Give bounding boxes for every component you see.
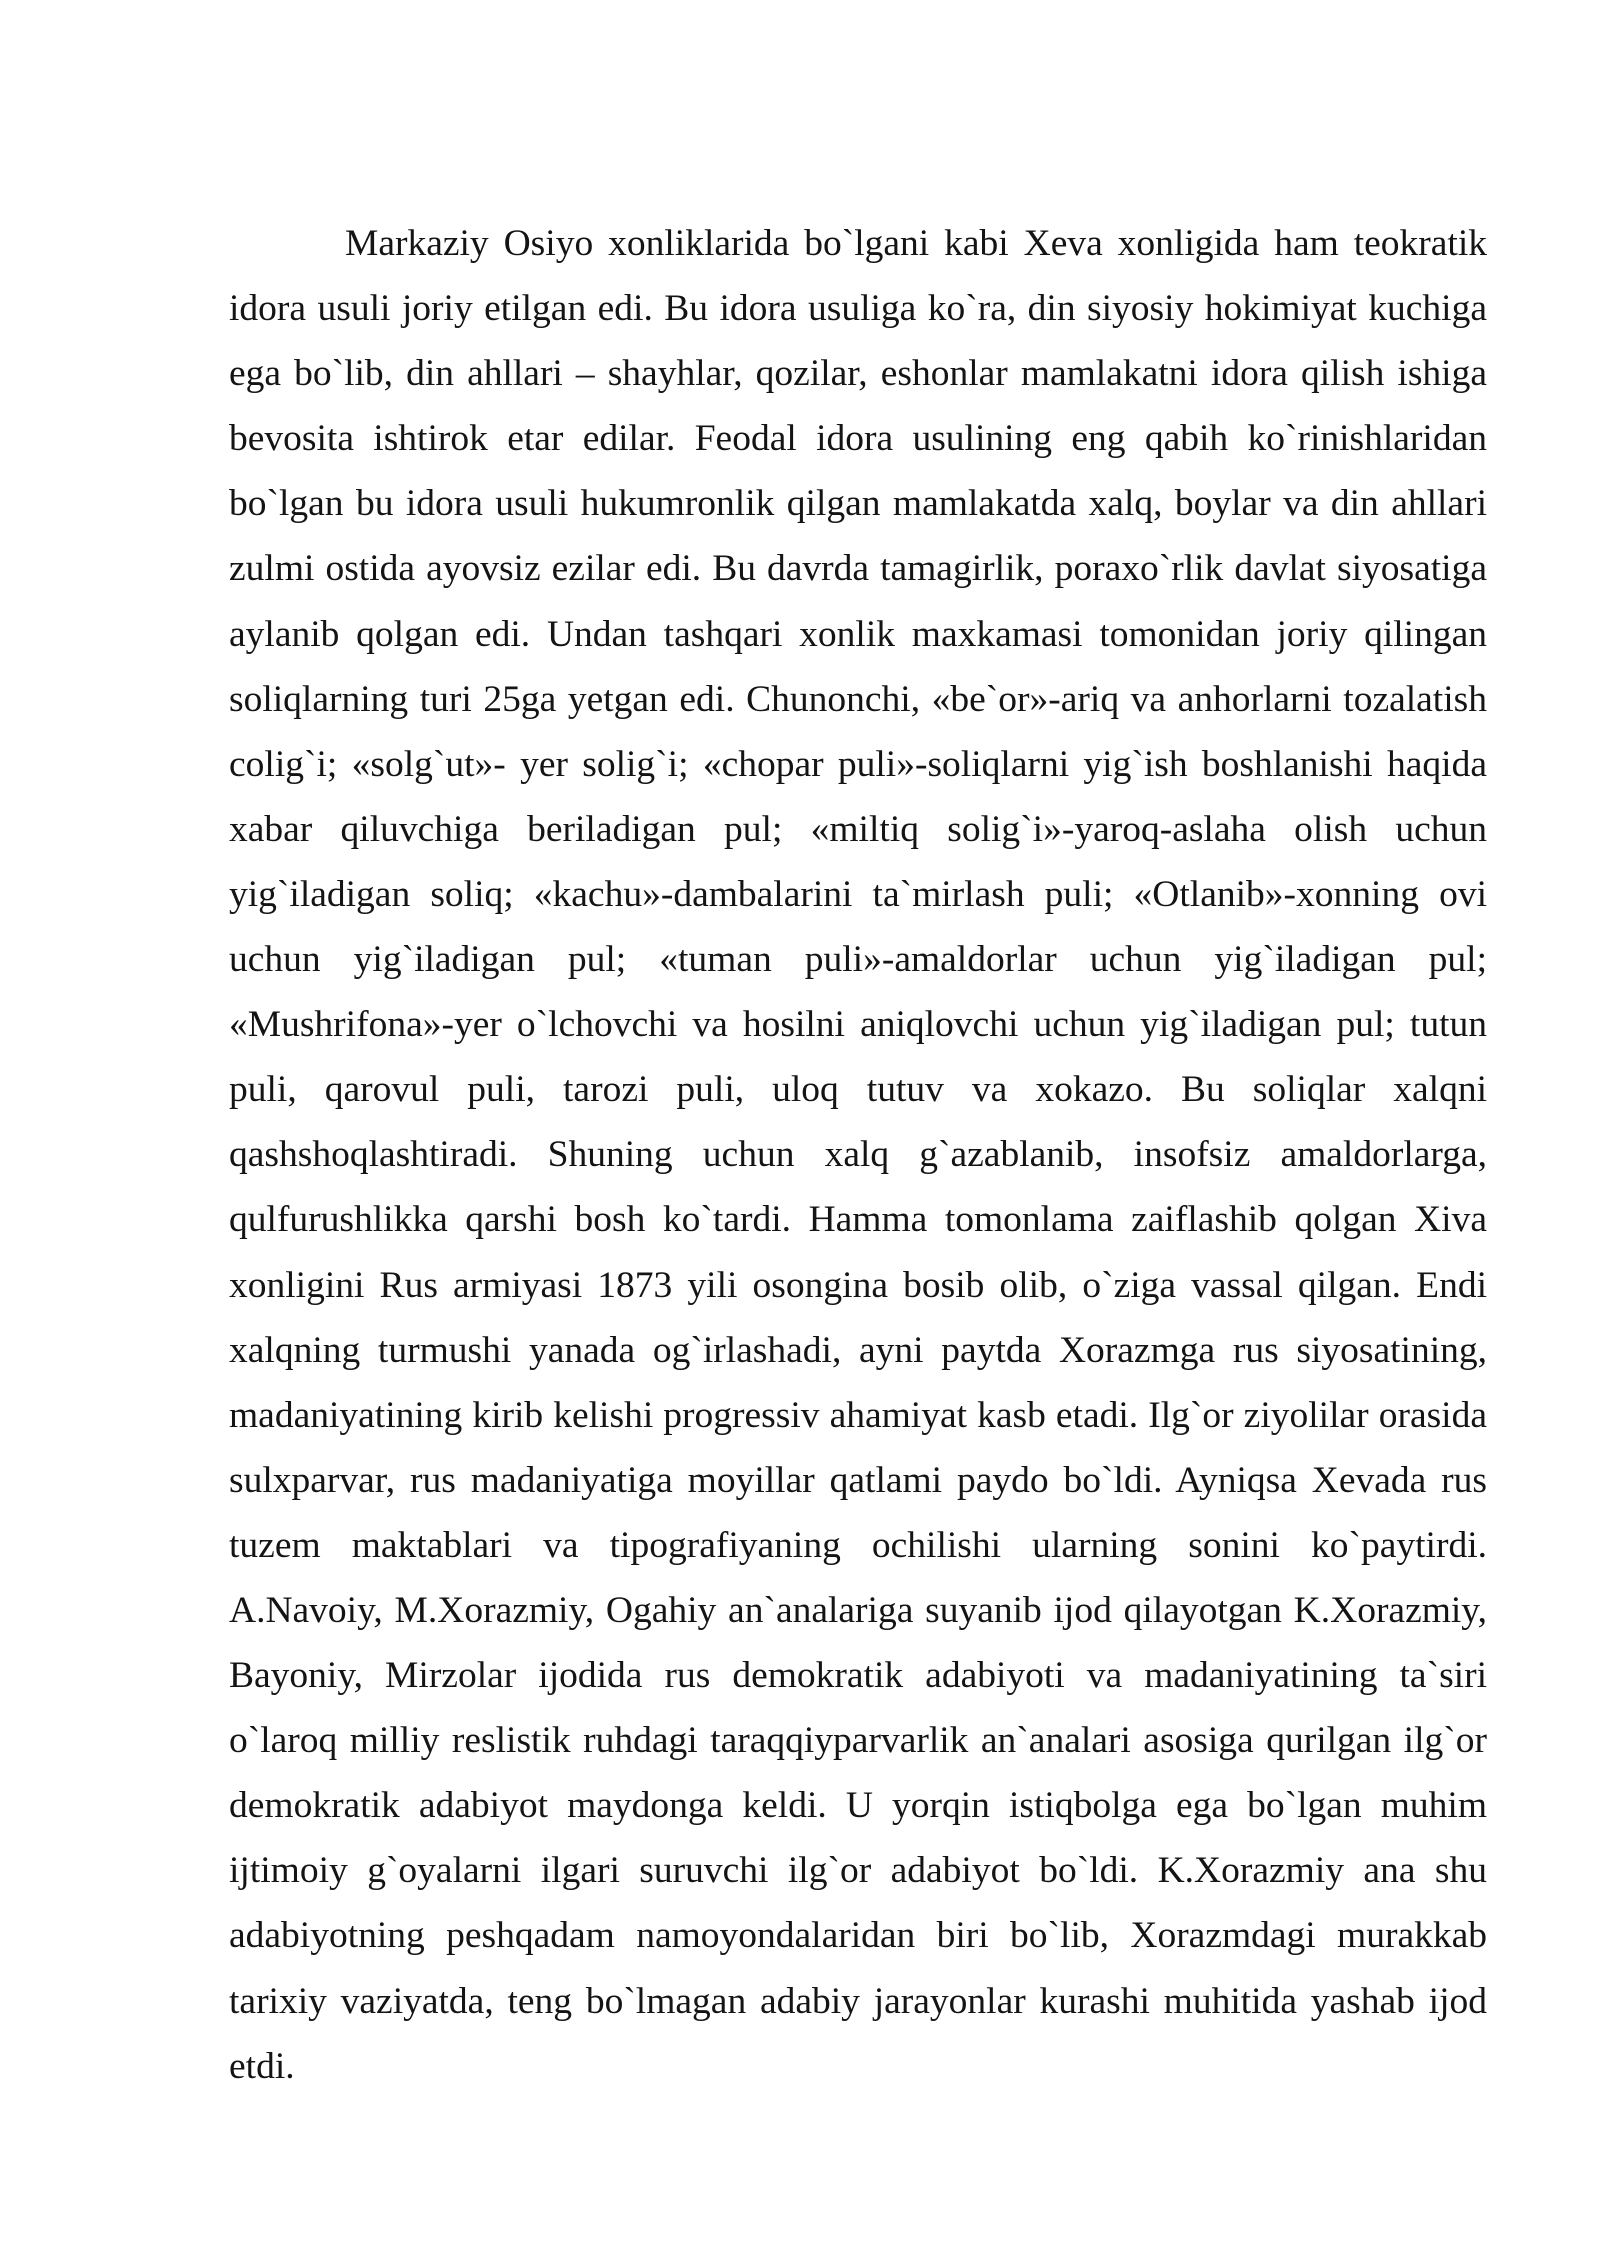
body-paragraph: Markaziy Osiyo xonliklarida bo`lgani kabi Xeva xonligida ham teokratik idora usuli joriy etilgan edi. Bu idora usuliga ko`ra, din siyosiy hokimiyat kuchiga ega bo`lib, din ahllari – shayhlar, qozilar, eshonlar mamlakatni idora qilish ishiga bevosita ishtirok etar edilar. Feodal idora usulining eng qabih ko`rinishlaridan bo`lgan bu idora usuli hukumronlik qilgan mamlakatda xalq, boylar va din ahllari zulmi ostida ayovsiz ezilar edi. Bu davrda tamagirlik, poraxo`rlik davlat siyosatiga aylanib qolgan edi. Undan tashqari xonlik maxkamasi tomonidan joriy qilingan soliqlarning turi 25ga yetgan edi. Chunonchi, «be`or»-ariq va anhorlarni tozalatish colig`i; «solg`ut»- yer solig`i; «chopar puli»-soliqlarni yig`ish boshlanishi haqida xabar qiluvchiga beriladigan pul; «miltiq solig`i»-yaroq-aslaha olish uchun yig`iladigan soliq; «kachu»-dambalarini ta`mirlash puli; «Otlanib»-xonning ovi uchun yig`iladigan pul; «tuman puli»-amaldorlar uchun yig`iladigan pul; «Mushrifona»-yer o`lchovchi va hosilni aniqlovchi uchun yig`iladigan pul; tutun puli, qarovul puli, tarozi puli, uloq tutuv va xokazo. Bu soliqlar xalqni qashshoqlashtiradi. Shuning uchun xalq g`azablanib, insofsiz amaldorlarga, qulfurushlikka qarshi bosh ko`tardi. Hamma tomonlama zaiflashib qolgan Xiva xonligini Rus armiyasi 1873 yili osongina bosib olib, o`ziga vassal qilgan. Endi xalqning turmushi yanada og`irlashadi, ayni paytda Xorazmga rus siyosatining, madaniyatining kirib kelishi progressiv ahamiyat kasb etadi. Ilg`or ziyolilar orasida sulxparvar, rus madaniyatiga moyillar qatlami paydo bo`ldi. Ayniqsa Xevada rus tuzem maktablari va tipografiyaning ochilishi ularning sonini ko`paytirdi. A.Navoiy, M.Xorazmiy, Ogahiy an`analariga suyanib ijod qilayotgan K.Xorazmiy, Bayoniy, Mirzolar ijodida rus demokratik adabiyoti va madaniyatining ta`siri o`laroq milliy reslistik ruhdagi taraqqiyparvarlik an`analari asosiga qurilgan ilg`or demokratik adabiyot maydonga keldi. U yorqin istiqbolga ega bo`lgan muhim ijtimoiy g`oyalarni ilgari suruvchi ilg`or adabiyot bo`ldi. K.Xorazmiy ana shu adabiyotning peshqadam namoyondalaridan biri bo`lib, Xorazmdagi murakkab tarixiy vaziyatda, teng bo`lmagan adabiy jarayonlar kurashi muhitida yashab ijod etdi. [229,223,1487,2087]
document-body [229,211,1487,2099]
